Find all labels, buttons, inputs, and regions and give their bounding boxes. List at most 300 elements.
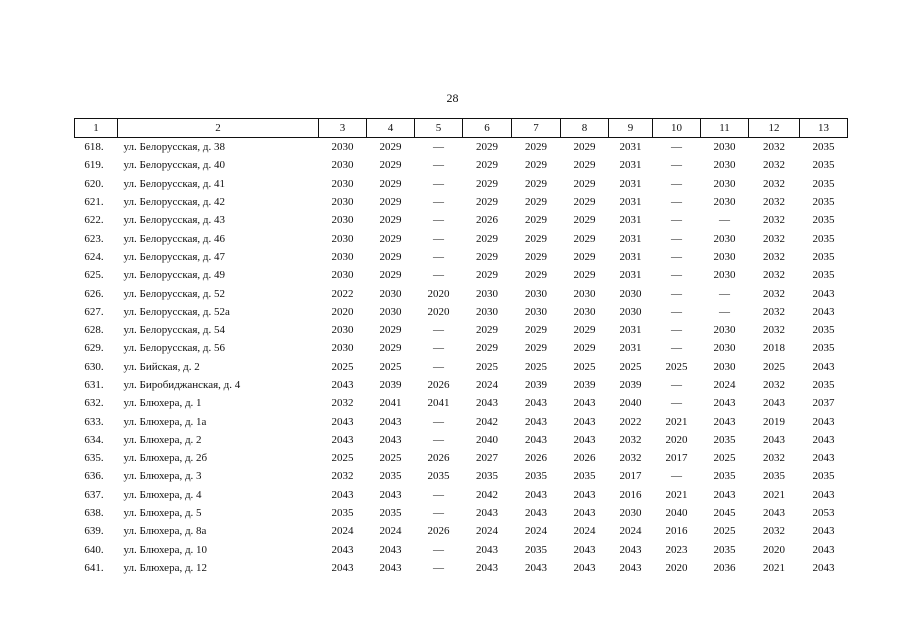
row-number: 629. bbox=[84, 342, 104, 355]
year-cell: 2029 bbox=[476, 342, 498, 355]
year-cell: 2029 bbox=[476, 324, 498, 337]
table-row bbox=[75, 486, 848, 504]
table-row bbox=[75, 211, 848, 229]
year-cell: 2020 bbox=[763, 543, 785, 556]
year-cell: 2032 bbox=[619, 452, 642, 465]
address-cell: ул. Белорусская, д. 40 bbox=[123, 159, 226, 172]
year-cell: 2035 bbox=[713, 543, 736, 556]
address-cell: ул. Белорусская, д. 54 bbox=[123, 324, 226, 337]
row-number: 622. bbox=[84, 214, 104, 227]
year-cell: — bbox=[671, 141, 682, 154]
year-cell: 2025 bbox=[713, 525, 736, 538]
column-header-13: 13 bbox=[800, 119, 848, 138]
year-cell: 2017 bbox=[665, 452, 688, 465]
year-cell: 2043 bbox=[812, 305, 835, 318]
year-cell: 2030 bbox=[713, 196, 736, 209]
table-row bbox=[75, 266, 848, 284]
year-cell: — bbox=[433, 433, 444, 446]
year-cell: — bbox=[433, 324, 444, 337]
column-header-11: 11 bbox=[701, 119, 749, 138]
address-cell: ул. Блюхера, д. 2 bbox=[123, 433, 202, 446]
year-cell: 2043 bbox=[525, 397, 547, 410]
year-cell: 2029 bbox=[573, 196, 596, 209]
table-row bbox=[75, 248, 848, 266]
year-cell: 2032 bbox=[763, 214, 785, 227]
year-cell: 2029 bbox=[525, 159, 547, 172]
year-cell: 2030 bbox=[331, 196, 354, 209]
address-cell: ул. Белорусская, д. 49 bbox=[123, 269, 226, 282]
address-cell: ул. Блюхера, д. 8а bbox=[123, 525, 207, 538]
year-cell: 2029 bbox=[525, 214, 547, 227]
year-cell: 2043 bbox=[331, 415, 354, 428]
table-row bbox=[75, 559, 848, 577]
year-cell: 2043 bbox=[331, 488, 354, 501]
year-cell: 2030 bbox=[331, 269, 354, 282]
year-cell: 2030 bbox=[713, 141, 736, 154]
year-cell: 2016 bbox=[619, 488, 642, 501]
address-cell: ул. Белорусская, д. 41 bbox=[123, 177, 226, 190]
year-cell: 2030 bbox=[619, 287, 642, 300]
year-cell: — bbox=[433, 507, 444, 520]
year-cell: — bbox=[433, 250, 444, 263]
year-cell: 2035 bbox=[713, 433, 736, 446]
year-cell: 2029 bbox=[379, 177, 402, 190]
year-cell: 2025 bbox=[713, 452, 736, 465]
column-header-10: 10 bbox=[653, 119, 701, 138]
year-cell: 2030 bbox=[573, 305, 596, 318]
year-cell: 2035 bbox=[476, 470, 498, 483]
year-cell: — bbox=[433, 342, 444, 355]
year-cell: 2043 bbox=[331, 433, 354, 446]
year-cell: 2043 bbox=[476, 543, 498, 556]
year-cell: 2030 bbox=[573, 287, 596, 300]
year-cell: 2029 bbox=[573, 232, 596, 245]
address-cell: ул. Белорусская, д. 52 bbox=[123, 287, 226, 300]
year-cell: 2029 bbox=[525, 196, 547, 209]
year-cell: 2029 bbox=[379, 214, 402, 227]
year-cell: 2029 bbox=[379, 342, 402, 355]
year-cell: 2022 bbox=[331, 287, 354, 300]
year-cell: 2029 bbox=[476, 250, 498, 263]
address-cell: ул. Блюхера, д. 4 bbox=[123, 488, 202, 501]
year-cell: 2035 bbox=[812, 269, 835, 282]
year-cell: — bbox=[433, 141, 444, 154]
year-cell: 2043 bbox=[573, 507, 596, 520]
year-cell: 2029 bbox=[525, 141, 547, 154]
year-cell: — bbox=[433, 196, 444, 209]
year-cell: 2030 bbox=[331, 250, 354, 263]
table-header-row bbox=[75, 119, 848, 138]
row-number: 634. bbox=[84, 433, 104, 446]
row-number: 628. bbox=[84, 324, 104, 337]
year-cell: 2043 bbox=[476, 561, 498, 574]
year-cell: 2035 bbox=[379, 470, 402, 483]
year-cell: 2026 bbox=[525, 452, 547, 465]
year-cell: 2035 bbox=[812, 177, 835, 190]
year-cell: — bbox=[719, 287, 730, 300]
column-header-12: 12 bbox=[749, 119, 800, 138]
year-cell: 2035 bbox=[713, 470, 736, 483]
column-header-6: 6 bbox=[463, 119, 512, 138]
year-cell: 2043 bbox=[763, 397, 785, 410]
year-cell: 2043 bbox=[331, 561, 354, 574]
year-cell: 2020 bbox=[331, 305, 354, 318]
year-cell: 2030 bbox=[713, 269, 736, 282]
year-cell: 2040 bbox=[476, 433, 498, 446]
row-number: 625. bbox=[84, 269, 104, 282]
year-cell: 2043 bbox=[379, 543, 402, 556]
year-cell: 2032 bbox=[763, 269, 785, 282]
year-cell: 2029 bbox=[573, 214, 596, 227]
year-cell: — bbox=[433, 543, 444, 556]
year-cell: 2039 bbox=[573, 379, 596, 391]
year-cell: 2029 bbox=[476, 141, 498, 154]
year-cell: 2025 bbox=[379, 452, 402, 465]
year-cell: 2019 bbox=[763, 415, 785, 428]
year-cell: — bbox=[671, 177, 682, 190]
year-cell: 2043 bbox=[525, 507, 547, 520]
table-row bbox=[75, 339, 848, 357]
row-number: 620. bbox=[84, 177, 104, 190]
row-number: 623. bbox=[84, 232, 104, 245]
year-cell: 2021 bbox=[763, 561, 785, 574]
year-cell: 2030 bbox=[331, 177, 354, 190]
year-cell: 2032 bbox=[763, 196, 785, 209]
row-number: 635. bbox=[84, 452, 104, 465]
year-cell: 2043 bbox=[619, 561, 642, 574]
year-cell: 2021 bbox=[665, 415, 688, 428]
year-cell: 2030 bbox=[331, 232, 354, 245]
year-cell: 2029 bbox=[476, 196, 498, 209]
table-row bbox=[75, 467, 848, 485]
year-cell: 2037 bbox=[812, 397, 835, 410]
year-cell: 2043 bbox=[573, 415, 596, 428]
year-cell: — bbox=[671, 196, 682, 209]
year-cell: 2043 bbox=[525, 488, 547, 501]
year-cell: 2053 bbox=[812, 507, 835, 520]
year-cell: 2035 bbox=[331, 507, 354, 520]
year-cell: 2041 bbox=[427, 397, 450, 410]
year-cell: 2029 bbox=[379, 141, 402, 154]
row-number: 626. bbox=[84, 287, 104, 300]
year-cell: 2024 bbox=[476, 525, 498, 538]
table-row bbox=[75, 303, 848, 321]
year-cell: 2020 bbox=[427, 305, 450, 318]
year-cell: 2025 bbox=[379, 360, 402, 373]
year-cell: 2040 bbox=[619, 397, 642, 410]
address-cell: ул. Белорусская, д. 47 bbox=[123, 250, 226, 263]
year-cell: 2042 bbox=[476, 488, 498, 501]
year-cell: 2035 bbox=[812, 214, 835, 227]
year-cell: 2029 bbox=[573, 269, 596, 282]
column-header-2: 2 bbox=[118, 119, 319, 138]
year-cell: 2026 bbox=[573, 452, 596, 465]
year-cell: 2029 bbox=[525, 342, 547, 355]
page-number: 28 bbox=[446, 91, 459, 105]
year-cell: 2031 bbox=[619, 177, 642, 190]
year-cell: 2040 bbox=[665, 507, 688, 520]
row-number: 638. bbox=[84, 507, 104, 520]
year-cell: 2029 bbox=[573, 177, 596, 190]
year-cell: 2043 bbox=[812, 433, 835, 446]
year-cell: 2030 bbox=[331, 214, 354, 227]
year-cell: 2029 bbox=[379, 269, 402, 282]
year-cell: — bbox=[671, 250, 682, 263]
year-cell: 2030 bbox=[331, 324, 354, 337]
year-cell: 2029 bbox=[379, 250, 402, 263]
year-cell: 2030 bbox=[713, 177, 736, 190]
year-cell: 2035 bbox=[812, 379, 835, 391]
address-cell: ул. Биробиджанская, д. 4 bbox=[123, 379, 241, 391]
year-cell: 2030 bbox=[713, 324, 736, 337]
year-cell: 2043 bbox=[573, 561, 596, 574]
year-cell: 2043 bbox=[763, 433, 785, 446]
table-row bbox=[75, 376, 848, 394]
year-cell: 2030 bbox=[619, 507, 642, 520]
year-cell: — bbox=[671, 470, 682, 483]
row-number: 631. bbox=[84, 379, 104, 391]
year-cell: 2030 bbox=[331, 342, 354, 355]
year-cell: 2020 bbox=[665, 433, 688, 446]
table-row bbox=[75, 449, 848, 467]
year-cell: 2035 bbox=[812, 159, 835, 172]
year-cell: 2029 bbox=[476, 159, 498, 172]
row-number: 640. bbox=[84, 543, 104, 556]
year-cell: 2031 bbox=[619, 159, 642, 172]
year-cell: 2032 bbox=[763, 379, 785, 391]
year-cell: 2032 bbox=[331, 470, 354, 483]
year-cell: 2030 bbox=[476, 287, 498, 300]
year-cell: — bbox=[671, 324, 682, 337]
address-cell: ул. Белорусская, д. 46 bbox=[123, 232, 226, 245]
year-cell: 2025 bbox=[331, 452, 354, 465]
year-cell: 2035 bbox=[812, 324, 835, 337]
year-cell: 2043 bbox=[763, 507, 785, 520]
year-cell: 2030 bbox=[525, 305, 547, 318]
year-cell: 2018 bbox=[763, 342, 785, 355]
year-cell: 2030 bbox=[331, 141, 354, 154]
address-cell: ул. Блюхера, д. 12 bbox=[123, 561, 208, 574]
year-cell: 2020 bbox=[427, 287, 450, 300]
table-row bbox=[75, 321, 848, 339]
row-number: 627. bbox=[84, 305, 104, 318]
year-cell: 2032 bbox=[763, 452, 785, 465]
address-cell: ул. Белорусская, д. 43 bbox=[123, 214, 226, 227]
year-cell: 2031 bbox=[619, 250, 642, 263]
year-cell: 2043 bbox=[476, 397, 498, 410]
year-cell: 2043 bbox=[812, 415, 835, 428]
year-cell: 2031 bbox=[619, 269, 642, 282]
year-cell: 2025 bbox=[573, 360, 596, 373]
address-cell: ул. Блюхера, д. 3 bbox=[123, 470, 202, 483]
year-cell: 2025 bbox=[665, 360, 688, 373]
year-cell: 2032 bbox=[763, 305, 785, 318]
column-header-9: 9 bbox=[609, 119, 653, 138]
year-cell: 2036 bbox=[713, 561, 736, 574]
address-cell: ул. Блюхера, д. 5 bbox=[123, 507, 202, 520]
year-cell: 2035 bbox=[812, 470, 835, 483]
year-cell: — bbox=[671, 214, 682, 227]
row-number: 621. bbox=[84, 196, 104, 209]
year-cell: 2029 bbox=[476, 232, 498, 245]
year-cell: 2026 bbox=[427, 452, 450, 465]
year-cell: 2029 bbox=[379, 324, 402, 337]
year-cell: 2035 bbox=[573, 470, 596, 483]
year-cell: — bbox=[671, 397, 682, 410]
address-cell: ул. Белорусская, д. 42 bbox=[123, 196, 226, 209]
year-cell: — bbox=[671, 287, 682, 300]
schedule-table bbox=[74, 118, 848, 577]
column-header-1: 1 bbox=[75, 119, 118, 138]
year-cell: 2043 bbox=[573, 488, 596, 501]
year-cell: 2032 bbox=[763, 324, 785, 337]
row-number: 636. bbox=[84, 470, 104, 483]
year-cell: — bbox=[433, 415, 444, 428]
year-cell: 2043 bbox=[713, 397, 736, 410]
year-cell: 2029 bbox=[379, 196, 402, 209]
year-cell: 2025 bbox=[619, 360, 642, 373]
year-cell: 2031 bbox=[619, 196, 642, 209]
year-cell: 2030 bbox=[713, 232, 736, 245]
year-cell: 2029 bbox=[476, 269, 498, 282]
table-row bbox=[75, 522, 848, 540]
year-cell: 2043 bbox=[812, 360, 835, 373]
year-cell: 2032 bbox=[763, 525, 785, 538]
year-cell: 2035 bbox=[763, 470, 785, 483]
year-cell: — bbox=[433, 214, 444, 227]
table-row bbox=[75, 156, 848, 174]
year-cell: 2043 bbox=[525, 561, 547, 574]
row-number: 632. bbox=[84, 397, 104, 410]
year-cell: 2035 bbox=[812, 250, 835, 263]
year-cell: 2045 bbox=[713, 507, 736, 520]
year-cell: 2043 bbox=[812, 452, 835, 465]
year-cell: 2032 bbox=[619, 433, 642, 446]
year-cell: 2032 bbox=[763, 287, 785, 300]
address-cell: ул. Белорусская, д. 38 bbox=[123, 141, 226, 154]
row-number: 630. bbox=[84, 360, 104, 373]
year-cell: 2035 bbox=[812, 196, 835, 209]
row-number: 641. bbox=[84, 561, 104, 574]
table-row bbox=[75, 193, 848, 211]
year-cell: — bbox=[671, 159, 682, 172]
year-cell: 2039 bbox=[525, 379, 547, 391]
year-cell: — bbox=[433, 360, 444, 373]
year-cell: 2041 bbox=[379, 397, 402, 410]
year-cell: 2035 bbox=[525, 470, 547, 483]
year-cell: — bbox=[433, 177, 444, 190]
year-cell: — bbox=[719, 214, 730, 227]
year-cell: 2043 bbox=[573, 433, 596, 446]
year-cell: 2029 bbox=[379, 159, 402, 172]
table-row bbox=[75, 229, 848, 247]
year-cell: 2043 bbox=[619, 543, 642, 556]
year-cell: 2043 bbox=[713, 415, 736, 428]
year-cell: 2039 bbox=[379, 379, 402, 391]
table-row bbox=[75, 541, 848, 559]
year-cell: 2035 bbox=[525, 543, 547, 556]
year-cell: 2043 bbox=[713, 488, 736, 501]
column-header-4: 4 bbox=[367, 119, 415, 138]
table-row bbox=[75, 431, 848, 449]
year-cell: — bbox=[433, 269, 444, 282]
year-cell: 2032 bbox=[763, 177, 785, 190]
year-cell: 2026 bbox=[427, 379, 450, 391]
year-cell: 2031 bbox=[619, 342, 642, 355]
address-cell: ул. Бийская, д. 2 bbox=[123, 360, 200, 373]
table-row bbox=[75, 138, 848, 157]
year-cell: 2021 bbox=[763, 488, 785, 501]
year-cell: 2025 bbox=[525, 360, 547, 373]
column-header-3: 3 bbox=[319, 119, 367, 138]
year-cell: 2025 bbox=[476, 360, 498, 373]
row-number: 639. bbox=[84, 525, 104, 538]
year-cell: 2022 bbox=[619, 415, 642, 428]
year-cell: 2043 bbox=[379, 433, 402, 446]
year-cell: 2029 bbox=[573, 342, 596, 355]
year-cell: 2035 bbox=[812, 232, 835, 245]
year-cell: 2042 bbox=[476, 415, 498, 428]
address-cell: ул. Блюхера, д. 2б bbox=[123, 452, 208, 465]
year-cell: 2024 bbox=[573, 525, 596, 538]
year-cell: 2029 bbox=[525, 324, 547, 337]
table-row bbox=[75, 284, 848, 302]
year-cell: — bbox=[671, 232, 682, 245]
year-cell: 2031 bbox=[619, 324, 642, 337]
year-cell: 2039 bbox=[619, 379, 642, 391]
year-cell: 2020 bbox=[665, 561, 688, 574]
year-cell: 2029 bbox=[573, 250, 596, 263]
year-cell: 2043 bbox=[525, 415, 547, 428]
address-cell: ул. Белорусская, д. 52а bbox=[123, 305, 230, 318]
year-cell: 2031 bbox=[619, 141, 642, 154]
year-cell: 2027 bbox=[476, 452, 498, 465]
year-cell: 2030 bbox=[331, 159, 354, 172]
column-header-7: 7 bbox=[512, 119, 561, 138]
year-cell: 2035 bbox=[812, 141, 835, 154]
year-cell: 2043 bbox=[379, 415, 402, 428]
year-cell: — bbox=[671, 342, 682, 355]
year-cell: — bbox=[433, 232, 444, 245]
year-cell: 2032 bbox=[763, 232, 785, 245]
year-cell: 2035 bbox=[427, 470, 450, 483]
column-header-8: 8 bbox=[561, 119, 609, 138]
year-cell: 2029 bbox=[525, 177, 547, 190]
year-cell: 2032 bbox=[763, 141, 785, 154]
row-number: 633. bbox=[84, 415, 104, 428]
year-cell: 2030 bbox=[379, 287, 402, 300]
year-cell: 2035 bbox=[379, 507, 402, 520]
year-cell: 2017 bbox=[619, 470, 642, 483]
year-cell: 2029 bbox=[573, 324, 596, 337]
year-cell: 2043 bbox=[812, 287, 835, 300]
year-cell: 2032 bbox=[763, 250, 785, 263]
year-cell: 2024 bbox=[619, 525, 642, 538]
year-cell: 2026 bbox=[427, 525, 450, 538]
address-cell: ул. Белорусская, д. 56 bbox=[123, 342, 226, 355]
year-cell: 2023 bbox=[665, 543, 688, 556]
address-cell: ул. Блюхера, д. 1 bbox=[123, 397, 202, 410]
year-cell: 2024 bbox=[525, 525, 547, 538]
table-row bbox=[75, 358, 848, 376]
year-cell: 2043 bbox=[812, 525, 835, 538]
year-cell: 2025 bbox=[331, 360, 354, 373]
year-cell: — bbox=[719, 305, 730, 318]
year-cell: 2030 bbox=[713, 360, 736, 373]
year-cell: — bbox=[671, 269, 682, 282]
table-row bbox=[75, 412, 848, 430]
year-cell: 2030 bbox=[379, 305, 402, 318]
